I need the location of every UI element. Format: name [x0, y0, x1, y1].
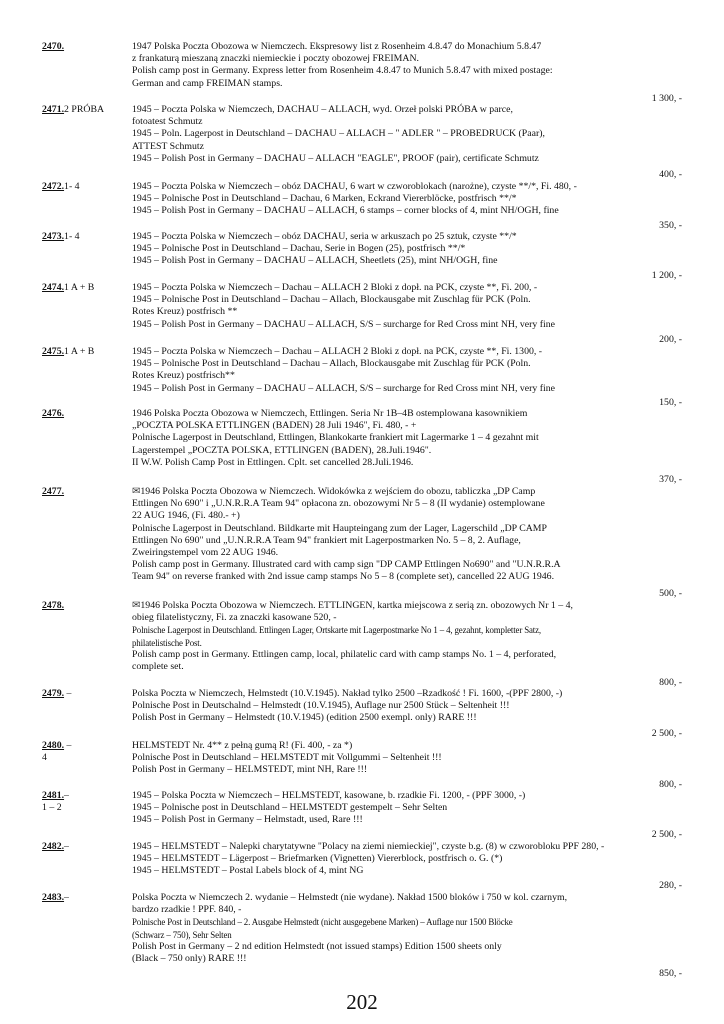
description-line [132, 255, 680, 267]
description-text: Lagerstempel „POCZTA POLSKA, ETTLINGEN (BADEN), 28.Juli.1946". [132, 444, 432, 456]
lot-price: 1 200, - [651, 270, 682, 281]
description-line [132, 841, 680, 853]
description-line [132, 941, 680, 953]
lot-catalogue-ref: – [64, 892, 69, 903]
description-text: 1945 – Polnische Post in Deutschland – Dachau, Serie in Bogen (25), postfrisch **/* [132, 243, 466, 255]
description-line [132, 243, 680, 255]
lot-id: 2474. [42, 282, 65, 293]
description-text: obieg filatelistyczny, Fi. za znaczki kasowane 520, - [132, 612, 337, 624]
description-line [132, 294, 680, 306]
description-text: 1945 – HELMSTEDT – Nalepki charytatywne "Polacy na ziemi niemieckiej", czyste b.g. (8) w czworobloku PPF 280, - [132, 841, 605, 852]
description-text: German and camp FREIMAN stamps. [132, 77, 283, 89]
description-line [132, 457, 680, 469]
description-text: 1945 – Polish Post in Germany – DACHAU – ALLACH, S/S – surcharge for Red Cross mint NH, very fine [132, 382, 555, 394]
description-text: 1946 Polska Poczta Obozowa w Niemczech. ETTLINGEN, kartka miejscowa z serią zn. obozowych Nr 1 – 4, [140, 600, 573, 611]
lot-number [42, 688, 132, 700]
description-text: 1945 – Poczta Polska w Niemczech, DACHAU – ALLACH, wyd. Orzeł polski PRÓBA w parce, [132, 104, 513, 115]
lot-number [42, 841, 132, 853]
lot-description [132, 408, 680, 469]
description-line [132, 904, 680, 916]
description-line [132, 637, 680, 649]
description-line [132, 41, 680, 53]
lot-catalogue-ref: – [64, 790, 69, 801]
lot-id: 2477. [42, 486, 65, 497]
lot-price: 370, - [659, 474, 682, 485]
lot-catalogue-ref: 4 [42, 752, 47, 764]
lot-price: 350, - [659, 220, 682, 231]
description-line [132, 853, 680, 865]
description-line [132, 571, 680, 583]
description-text: „POCZTA POLSKA ETTLINGEN (BADEN) 28 Juli 1946", Fi. 480, - + [132, 420, 417, 432]
lot-description [132, 231, 680, 268]
description-text: Polska Poczta w Niemczech, Helmstedt (10.V.1945). Nakład tylko 2500 –Rzadkość ! Fi. 1600, -(PPF 2800, -) [132, 688, 563, 699]
lot-id: 2475. [42, 346, 65, 357]
description-line [132, 181, 680, 193]
description-text: Polish Post in Germany – HELMSTEDT, mint NH, Rare !!! [132, 764, 368, 776]
lot-description [132, 600, 680, 673]
description-line [132, 346, 680, 358]
description-line [132, 319, 680, 331]
lot-id: 2478. [42, 600, 65, 611]
description-text: 1945 – Polnische post in Deutschland – HELMSTEDT gestempelt – Sehr Selten [132, 802, 448, 814]
lot-description [132, 892, 680, 965]
description-line [132, 802, 680, 814]
lot-number [42, 790, 132, 814]
lot-price: 2 500, - [651, 728, 682, 739]
description-line [132, 865, 680, 877]
lot-price: 800, - [659, 677, 682, 688]
description-text: Zweiringstempel vom 22 AUG 1946. [132, 547, 279, 559]
lot-price: 850, - [659, 968, 682, 979]
lot-number [42, 104, 132, 116]
lot-id: 2482. [42, 841, 65, 852]
lot-description [132, 790, 680, 827]
description-text: Polish Post in Germany – Helmstedt (10.V.1945) (edition 2500 exempl. only) RARE !!! [132, 712, 477, 724]
lot-number [42, 486, 132, 498]
lot-number [42, 892, 132, 904]
description-line [132, 790, 680, 802]
description-line [132, 764, 680, 776]
lot-catalogue-ref: 1 A + B [64, 346, 95, 357]
description-text: Rotes Kreuz) postfrisch** [132, 370, 235, 382]
lot-id: 2480. [42, 740, 65, 751]
description-line [132, 740, 680, 752]
lot-description [132, 181, 680, 218]
description-line [132, 306, 680, 318]
description-line [132, 916, 680, 928]
description-line [132, 445, 680, 457]
description-text: Polish Post in Germany – 2 nd edition Helmstedt (not issued stamps) Edition 1500 sheets only [132, 940, 502, 952]
description-line [132, 510, 680, 522]
description-text: Polnische Post in Deutschland – HELMSTEDT mit Vollgummi – Seltenheit !!! [132, 752, 442, 764]
description-text: 1946 Polska Poczta Obozowa w Niemczech. Widokówka z wejściem do obozu, tabliczka „DP Camp [140, 486, 536, 497]
description-text: 1945 – HELMSTEDT – Postal Labels block of 4, mint NG [132, 865, 364, 877]
description-text: 1945 – Polish Post in Germany – Helmstadt, used, Rare !!! [132, 814, 363, 826]
lot-id: 2473. [42, 231, 65, 242]
description-line [132, 432, 680, 444]
lot-catalogue-ref: 1- 4 [64, 231, 80, 242]
description-line [132, 649, 680, 661]
lot-id: 2481. [42, 790, 65, 801]
lot-price: 400, - [659, 169, 682, 180]
description-line [132, 752, 680, 764]
description-line [132, 953, 680, 965]
description-text: Polish camp post in Germany. Ettlingen camp, local, philatelic card with camp stamps No. 1 – 4, perforated, [132, 648, 557, 660]
lot-price: 280, - [659, 880, 682, 891]
lot-catalogue-ref: 1 A + B [64, 282, 95, 293]
description-line [132, 547, 680, 559]
description-text: 1947 Polska Poczta Obozowa w Niemczech. Ekspresowy list z Rosenheim 4.8.47 do Monachium 5.8.47 [132, 41, 542, 52]
lot-id: 2472. [42, 181, 65, 192]
description-line [132, 688, 680, 700]
description-line [132, 420, 680, 432]
description-line [132, 624, 680, 636]
lot-price: 800, - [659, 779, 682, 790]
lot-number [42, 600, 132, 612]
description-line [132, 205, 680, 217]
lot-catalogue-ref: – [64, 841, 69, 852]
description-text: complete set. [132, 661, 184, 673]
description-line [132, 53, 680, 65]
description-text: Rotes Kreuz) postfrisch ** [132, 306, 238, 318]
description-text: (Schwarz – 750), Sehr Selten [132, 929, 232, 940]
lot-id: 2483. [42, 892, 65, 903]
lot-catalogue-ref: 2 PRÓBA [64, 104, 105, 115]
description-text: Polnische Post in Deutschalnd – Helmstedt (10.V.1945), Auflage nur 2500 Stück – Seltenheit !!! [132, 700, 510, 712]
lot-number [42, 41, 132, 53]
description-text: 1946 Polska Poczta Obozowa w Niemczech, Ettlingen. Seria Nr 1B–4B ostemplowana kasownikiem [132, 408, 528, 419]
lot-number [42, 282, 132, 294]
description-text: 1945 – Polish Post in Germany – DACHAU – ALLACH, 6 stamps – corner blocks of 4, mint NH/OGH, fine [132, 205, 559, 217]
description-line [132, 892, 680, 904]
lot-number [42, 346, 132, 358]
description-text: ATTEST Schmutz [132, 140, 204, 152]
description-line [132, 141, 680, 153]
description-line [132, 282, 680, 294]
description-text: Polnische Post in Deutschland – 2. Ausgabe Helmstedt (nicht ausgegebene Marken) – Auflage nur 1500 Blöcke [132, 917, 513, 928]
description-text: (Black – 750 only) RARE !!! [132, 953, 247, 965]
lot-price: 1 300, - [651, 93, 682, 104]
description-line [132, 104, 680, 116]
description-text: Polish camp post in Germany. Illustrated card with camp sign "DP CAMP Ettlingen No690" and "U.N.R.R.A [132, 559, 561, 571]
description-line [132, 498, 680, 510]
page-number: 202 [346, 990, 378, 1014]
lot-id: 2476. [42, 408, 65, 419]
description-line [132, 559, 680, 571]
description-line [132, 408, 680, 420]
description-text: Polska Poczta w Niemczech 2. wydanie – Helmstedt (nie wydane). Nakład 1500 bloków i 750 w kol. czarnym, [132, 892, 568, 903]
description-text: II W.W. Polish Camp Post in Ettlingen. Cplt. set cancelled 28.Juli.1946. [132, 456, 414, 468]
description-line [132, 193, 680, 205]
lot-description [132, 841, 680, 878]
description-line [132, 523, 680, 535]
lot-id: 2471. [42, 104, 65, 115]
description-text: 1945 – Poln. Lagerpost in Deutschland – DACHAU – ALLACH – " ADLER " – PROBEDRUCK (Paar), [132, 128, 545, 140]
envelope-icon: ✉ [132, 600, 141, 611]
description-line [132, 535, 680, 547]
lot-number [42, 740, 132, 764]
description-text: 1945 – HELMSTEDT – Lägerpost – Briefmarken (Vignetten) Viererblock, postfrisch o. G. (*) [132, 853, 503, 865]
lot-description [132, 282, 680, 331]
description-text: 1945 – Poczta Polska w Niemczech – obóz DACHAU, 6 wart w czworoblokach (narożne), czyste **/*, Fi. 480, - [132, 181, 577, 192]
description-line [132, 65, 680, 77]
description-text: 1945 – Polnische Post in Deutschland – Dachau – Allach, Blockausgabe mit Zuschlag für PCK (Poln. [132, 358, 531, 370]
description-text: 1945 – Polish Post in Germany – DACHAU – ALLACH, S/S – surcharge for Red Cross mint NH, very fine [132, 318, 555, 330]
description-text: HELMSTEDT Nr. 4** z pełną gumą R! (Fi. 400, - za *) [132, 740, 353, 751]
description-text: fotoatest Schmutz [132, 116, 203, 128]
description-line [132, 929, 680, 941]
lot-description [132, 688, 680, 725]
description-text: 1945 – Polska Poczta w Niemczech – HELMSTEDT, kasowane, b. rzadkie Fi. 1200, - (PPF 3000, -) [132, 790, 526, 801]
description-line [132, 712, 680, 724]
lot-description [132, 346, 680, 395]
description-line [132, 383, 680, 395]
description-line [132, 128, 680, 140]
description-text: Ettlingen No 690" i „U.N.R.R.A Team 94" opłacona zn. obozowymi Nr 5 – 8 (II wydanie) ostemplowane [132, 498, 545, 510]
description-text: 1945 – Polish Post in Germany – DACHAU – ALLACH "EAGLE", PROOF (pair), certificate Schmutz [132, 152, 539, 164]
lot-catalogue-ref: 1 – 2 [42, 802, 62, 814]
description-text: 1945 – Polnische Post in Deutschland – Dachau, 6 Marken, Eckrand Viererblöcke, postfrisch **/* [132, 193, 517, 205]
description-line [132, 358, 680, 370]
description-text: Polnische Lagerpost in Deutschland. Bildkarte mit Haupteingang zum der Lager, Lagerschild „DP CAMP [132, 522, 547, 534]
description-line [132, 814, 680, 826]
description-line [132, 116, 680, 128]
description-text: Polnische Lagerpost in Deutschland. Ettlingen Lager, Ortskarte mit Lagerpostmarke No 1 – 4, gezahnt, kompletter Satz, [132, 625, 541, 636]
lot-price: 200, - [659, 334, 682, 345]
lot-catalogue-ref: 1- 4 [64, 181, 80, 192]
description-line [132, 78, 680, 90]
description-line [132, 600, 680, 612]
description-line [132, 612, 680, 624]
description-line [132, 486, 680, 498]
description-text: 1945 – Poczta Polska w Niemczech – obóz DACHAU, seria w arkuszach po 25 sztuk, czyste **/* [132, 231, 517, 242]
description-text: 22 AUG 1946, (Fi. 480.- +) [132, 510, 240, 522]
description-line [132, 153, 680, 165]
lot-catalogue-ref: – [64, 688, 72, 699]
description-text: 1945 – Poczta Polska w Niemczech – Dachau – ALLACH 2 Bloki z dopł. na PCK, czyste **, Fi. 1300, - [132, 346, 543, 357]
description-text: 1945 – Polish Post in Germany – DACHAU – ALLACH, Sheetlets (25), mint NH/OGH, fine [132, 255, 498, 267]
description-text: philatelistische Post. [132, 637, 202, 648]
lot-description [132, 104, 680, 165]
description-text: Polnische Lagerpost in Deutschland, Ettlingen, Blankokarte frankiert mit Lagermarke 1 – 4 gezahnt mit [132, 432, 539, 444]
lot-description [132, 41, 680, 90]
description-text: Ettlingen No 690" und „U.N.R.R.A Team 94" frankiert mit Lagerpostmarken No. 5 – 8, 2. Auflage, [132, 534, 521, 546]
envelope-icon: ✉ [132, 486, 141, 497]
description-line [132, 231, 680, 243]
description-text: bardzo rzadkie ! PPF. 840, - [132, 904, 242, 916]
description-text: 1945 – Polnische Post in Deutschland – Dachau – Allach, Blockausgabe mit Zuschlag für PCK (Poln. [132, 294, 531, 306]
lot-price: 500, - [659, 588, 682, 599]
lot-description [132, 486, 680, 584]
description-text: z frankaturą mieszaną znaczki niemieckie i poczty obozowej FREIMAN. [132, 53, 419, 65]
description-text: Team 94" on reverse franked with 2nd issue camp stamps No 5 – 8 (complete set), cancelled 22 AUG 1946. [132, 571, 555, 583]
lot-id: 2470. [42, 41, 65, 52]
description-line [132, 370, 680, 382]
lot-number [42, 408, 132, 420]
lot-number [42, 231, 132, 243]
description-text: Polish camp post in Germany. Express letter from Rosenheim 4.8.47 to Munich 5.8.47 with mixed postage: [132, 65, 553, 77]
lot-price: 150, - [659, 397, 682, 408]
description-text: 1945 – Poczta Polska w Niemczech – Dachau – ALLACH 2 Bloki z dopł. na PCK, czyste **, Fi. 200, - [132, 282, 538, 293]
lot-description [132, 740, 680, 777]
description-line [132, 700, 680, 712]
lot-price: 2 500, - [651, 829, 682, 840]
lot-id: 2479. [42, 688, 65, 699]
description-line [132, 661, 680, 673]
lot-catalogue-ref: – [64, 740, 72, 751]
lot-number [42, 181, 132, 193]
